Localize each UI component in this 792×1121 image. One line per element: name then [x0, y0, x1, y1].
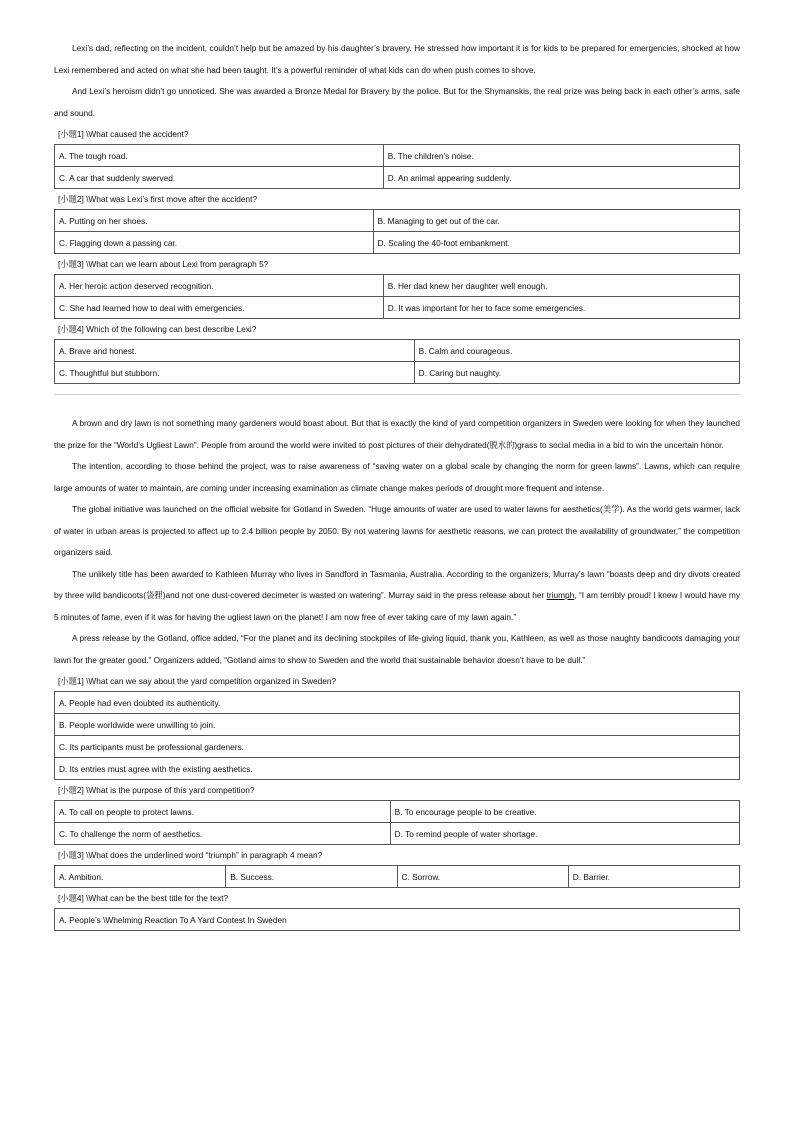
option[interactable]: A. People had even doubted its authenticity. — [55, 692, 740, 714]
options-row — [55, 736, 740, 758]
option[interactable]: D. Caring but naughty. — [414, 362, 739, 384]
option[interactable]: D. Scaling the 40-foot embankment. — [373, 232, 739, 254]
passage2-paragraph: The intention, according to those behind the project, was to raise awareness of “saving water on a global scale by changing the norm for green lawns”. Lawns, which can require large amounts of water to maintain, are coming under increasing examination as climate change makes periods of drought more frequent and intense. — [54, 461, 740, 493]
question-prompt: [小题2] \What was Lexi’s first move after the accident? — [58, 194, 258, 204]
option[interactable]: C. To challenge the norm of aesthetics. — [55, 823, 391, 845]
options-row — [55, 297, 740, 319]
option[interactable]: B. Success. — [226, 866, 397, 888]
question-prompt: [小题1] \What can we say about the yard competition organized in Sweden? — [58, 676, 337, 686]
option[interactable]: A. Brave and honest. — [55, 340, 415, 362]
option[interactable]: C. Thoughtful but stubborn. — [55, 362, 415, 384]
option[interactable]: A. To call on people to protect lawns. — [55, 801, 391, 823]
options-row — [55, 801, 740, 823]
option[interactable]: D. Barrier. — [568, 866, 739, 888]
option[interactable]: D. It was important for her to face some emergencies. — [383, 297, 739, 319]
option[interactable]: A. People’s \Whelming Reaction To A Yard Contest In Sweden — [55, 909, 740, 931]
options-row — [55, 692, 740, 714]
question-prompt: [小题3] \What can we learn about Lexi from paragraph 5? — [58, 259, 269, 269]
question-prompt: [小题2] \What is the purpose of this yard competition? — [58, 785, 255, 795]
option[interactable]: C. A car that suddenly swerved. — [55, 167, 384, 189]
option[interactable]: D. An animal appearing suddenly. — [383, 167, 739, 189]
options-table — [54, 209, 740, 254]
options-row — [55, 758, 740, 780]
paragraph-text: , “I am terribly proud! I knew I would have my 5 minutes of fame, even if it was for having the ugliest lawn on the planet! I am now free of ever taking care of my lawn again.” — [54, 590, 740, 622]
options-row — [55, 909, 740, 931]
section-divider — [54, 394, 740, 395]
option[interactable]: C. She had learned how to deal with emergencies. — [55, 297, 384, 319]
option[interactable]: B. Her dad knew her daughter well enough. — [383, 275, 739, 297]
options-row — [55, 167, 740, 189]
option[interactable]: A. Her heroic action deserved recognition. — [55, 275, 384, 297]
option[interactable]: C. Flagging down a passing car. — [55, 232, 374, 254]
options-table — [54, 144, 740, 189]
option[interactable]: D. Its entries must agree with the existing aesthetics. — [55, 758, 740, 780]
passage2-paragraph — [54, 564, 740, 629]
options-table — [54, 274, 740, 319]
option[interactable]: B. Managing to get out of the car. — [373, 210, 739, 232]
options-row — [55, 340, 740, 362]
option[interactable]: B. People worldwide were unwilling to join. — [55, 714, 740, 736]
options-row — [55, 866, 740, 888]
passage1-paragraph: Lexi’s dad, reflecting on the incident, couldn’t help but be amazed by his daughter’s bravery. He stressed how important it is for kids to be prepared for emergencies, shocked at how Lexi remembered and acted on what she had been taught. It’s a powerful reminder of what kids can do when push comes to shove. — [54, 43, 740, 75]
options-row — [55, 232, 740, 254]
options-table — [54, 865, 740, 888]
options-row — [55, 362, 740, 384]
page — [54, 38, 740, 931]
option[interactable]: B. Calm and courageous. — [414, 340, 739, 362]
options-row — [55, 210, 740, 232]
option[interactable]: C. Sorrow. — [397, 866, 568, 888]
options-row — [55, 145, 740, 167]
option[interactable]: B. To encourage people to be creative. — [390, 801, 739, 823]
passage2-paragraph: A brown and dry lawn is not something many gardeners would boast about. But that is exactly the kind of yard competition organizers in Sweden were looking for when they launched the prize for the “World’s Ugliest Lawn”. People from around the world were invited to post pictures of their dehydrated(脱水的)grass to social media in a bid to win the uncertain honor. — [54, 418, 740, 450]
question-prompt: [小题3] \What does the underlined word “triumph” in paragraph 4 mean? — [58, 850, 323, 860]
option[interactable]: B. The children’s noise. — [383, 145, 739, 167]
options-table — [54, 691, 740, 780]
underlined-word: triumph — [546, 590, 575, 600]
options-row — [55, 714, 740, 736]
option[interactable]: A. Putting on her shoes. — [55, 210, 374, 232]
passage2-paragraph: A press release by the Gotland, office added, “For the planet and its declining stockpiles of life-giving liquid, thank you, Kathleen, as well as those naughty bandicoots damaging your lawn for the greater good.” Organizers added, “Gotland aims to show to Sweden and the world that sustainable behavior doesn’t have to be dull.” — [54, 633, 740, 665]
question-prompt: [小题4] Which of the following can best describe Lexi? — [58, 324, 257, 334]
option[interactable]: A. Ambition. — [55, 866, 226, 888]
option[interactable]: C. Its participants must be professional gardeners. — [55, 736, 740, 758]
options-table — [54, 339, 740, 384]
passage2-paragraph: The global initiative was launched on the official website for Gotland in Sweden. “Huge amounts of water are used to water lawns for aesthetics(美学). As the world gets warmer, lack of water in urban areas is projected to affect up to 2.4 billion people by 2050. By not watering lawns for aesthetic reasons, we can protect the availability of groundwater,” the competition organizers said. — [54, 504, 740, 557]
paragraph-text: The unlikely title has been awarded to Kathleen Murray who lives in Sandford in Tasmania, Australia. According to the organizers, Murray’s lawn “boasts deep and dry divots created by three wild bandicoots(袋狸)and not one dust-covered decimeter is wasted on watering”. Murray said in the press release about her — [54, 568, 740, 600]
options-table — [54, 800, 740, 845]
option[interactable]: D. To remind people of water shortage. — [390, 823, 739, 845]
options-table — [54, 908, 740, 931]
passage1-paragraph: And Lexi’s heroism didn’t go unnoticed. She was awarded a Bronze Medal for Bravery by the police. But for the Shymanskis, the real prize was being back in each other’s arms, safe and sound. — [54, 86, 740, 118]
options-row — [55, 823, 740, 845]
option[interactable]: A. The tough road. — [55, 145, 384, 167]
question-prompt: [小题1] \What caused the accident? — [58, 129, 189, 139]
options-row — [55, 275, 740, 297]
question-prompt: [小题4] \What can be the best title for the text? — [58, 893, 229, 903]
